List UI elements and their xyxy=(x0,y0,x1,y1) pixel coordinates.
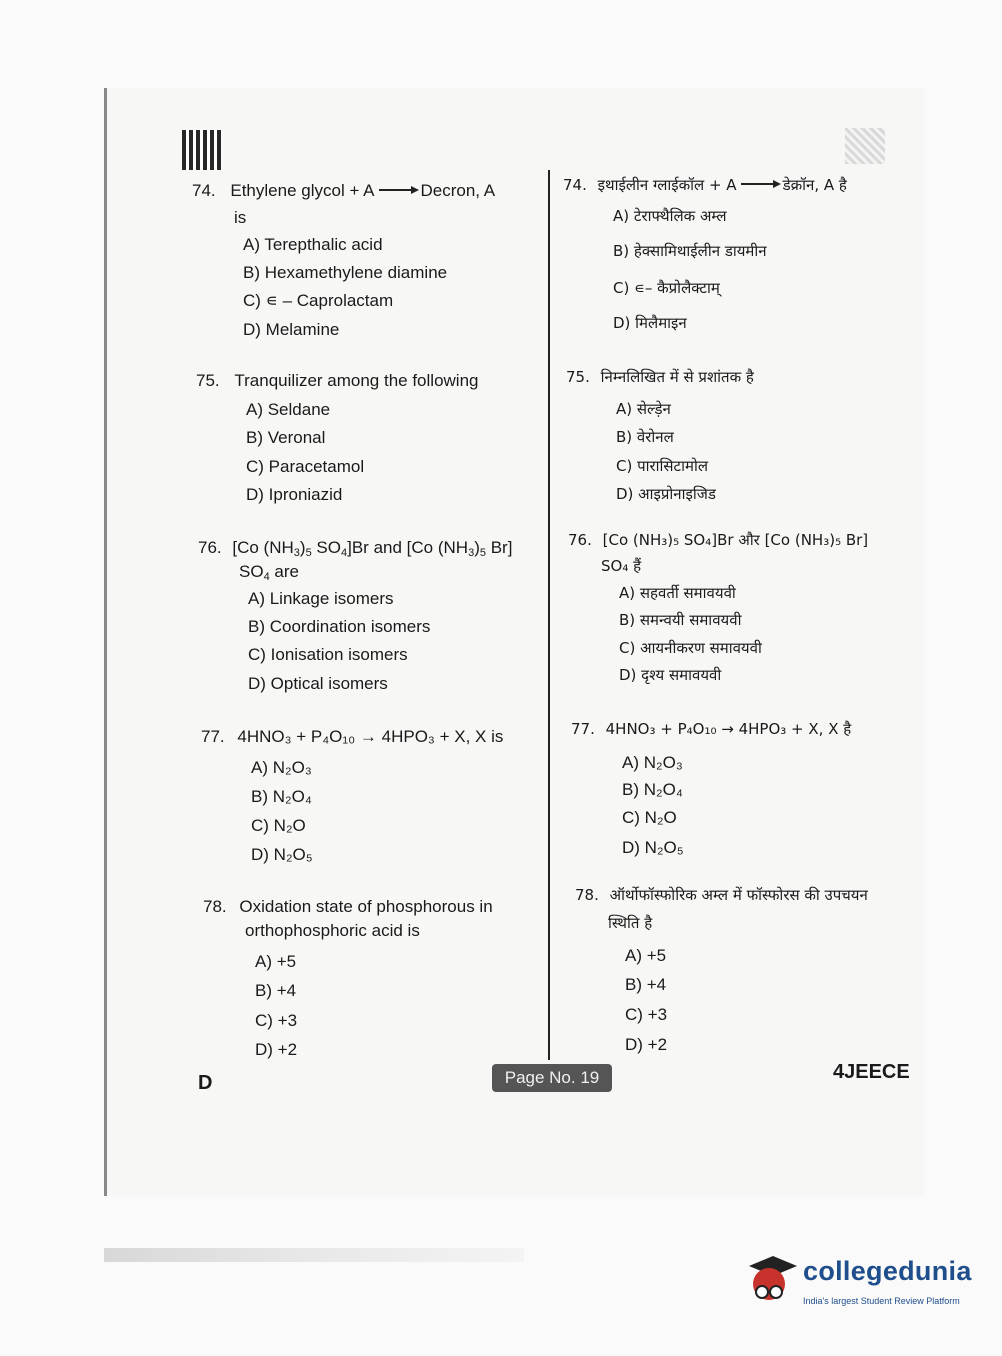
option-a: A) +5 xyxy=(255,952,297,971)
question-stem: Oxidation state of phosphorous in xyxy=(239,897,493,916)
formula-part: ) xyxy=(299,538,306,557)
subscript: 4 xyxy=(263,571,270,583)
option-a: A) टेराफ्थैलिक अम्ल xyxy=(613,207,727,225)
scan-noise xyxy=(845,128,885,164)
question-number: 78. xyxy=(203,897,227,916)
formula-part: are xyxy=(269,562,299,581)
option-b: B) हेक्सामिथाईलीन डायमीन xyxy=(613,242,767,260)
arrow-icon xyxy=(379,189,417,191)
question-stem: [Co (NH₃)₅ SO₄]Br और [Co (NH₃)₅ Br] xyxy=(602,531,869,549)
question-stem: Ethylene glycol + A xyxy=(230,181,375,200)
question-stem: ऑर्थोफॉस्फोरिक अम्ल में फॉस्फोरस की उपचयन xyxy=(609,886,868,904)
option-c: C) पारासिटामोल xyxy=(616,457,709,475)
formula-part: ]Br and [Co (NH xyxy=(347,538,469,557)
option-c: C) Ionisation isomers xyxy=(248,645,408,664)
option-d: D) आइप्रोनाइजिड xyxy=(616,485,716,503)
question-76-hi xyxy=(568,531,868,549)
option-a: A) N₂O₃ xyxy=(251,758,312,777)
option-c: C) आयनीकरण समावयवी xyxy=(619,639,762,657)
option-d: D) मिलैमाइन xyxy=(613,314,687,332)
question-stem-line2 xyxy=(239,562,299,584)
page-number-badge: Page No. 19 xyxy=(492,1064,612,1092)
question-number: 77. xyxy=(201,727,225,746)
question-75-hi xyxy=(566,368,754,386)
option-d: D) N₂O₅ xyxy=(622,838,684,857)
question-77-hi xyxy=(571,720,851,738)
option-d: D) Melamine xyxy=(243,320,340,339)
question-number: 75. xyxy=(196,371,220,390)
option-c: C) +3 xyxy=(625,1005,668,1024)
option-b: B) वेरोनल xyxy=(616,428,674,446)
option-b: B) Hexamethylene diamine xyxy=(243,263,448,282)
graduate-logo-icon xyxy=(745,1252,797,1308)
option-d: D) दृश्य समावयवी xyxy=(619,666,722,684)
question-74-en xyxy=(192,181,495,201)
brand-tagline: India's largest Student Review Platform xyxy=(803,1296,960,1306)
question-stem: Tranquilizer among the following xyxy=(234,371,479,390)
option-a: A) Linkage isomers xyxy=(248,589,394,608)
question-78-hi xyxy=(575,886,868,904)
option-c: C) ∊ – Caprolactam xyxy=(243,291,394,310)
subscript: 3 xyxy=(468,547,475,559)
option-a: A) सेल्ड़ेन xyxy=(616,400,671,418)
qr-code-icon xyxy=(182,130,222,170)
option-d: D) Optical isomers xyxy=(248,674,388,693)
formula-part: SO xyxy=(311,538,341,557)
subscript: 3 xyxy=(293,547,300,559)
formula-part: SO xyxy=(239,562,264,581)
question-stem-cont: Decron, A xyxy=(420,181,496,200)
question-number: 76. xyxy=(568,531,592,549)
question-stem-line2: SO₄ हैं xyxy=(601,557,642,575)
option-d: D) +2 xyxy=(255,1040,298,1059)
question-number: 75. xyxy=(566,368,590,386)
option-a: A) Seldane xyxy=(246,400,331,419)
arrow-icon xyxy=(741,183,779,185)
option-b: B) N₂O₄ xyxy=(251,787,312,806)
option-b: B) समन्वयी समावयवी xyxy=(619,611,742,629)
option-c: C) ∊– कैप्रोलैक्टाम् xyxy=(613,279,720,297)
sheet-edge xyxy=(104,88,107,1196)
option-c: C) N₂O xyxy=(251,816,306,835)
question-stem-line2: orthophosphoric acid is xyxy=(245,921,420,940)
option-b: B) +4 xyxy=(625,975,667,994)
option-a: A) सहवर्ती समावयवी xyxy=(619,584,736,602)
question-number: 74. xyxy=(563,176,587,194)
question-number: 76. xyxy=(198,538,222,557)
option-b: B) Coordination isomers xyxy=(248,617,431,636)
option-b: B) Veronal xyxy=(246,428,326,447)
booklet-set: D xyxy=(198,1072,213,1094)
question-stem-cont: डेक्रॉन, A है xyxy=(782,176,847,194)
question-75-en xyxy=(196,371,478,391)
brand-name: collegedunia xyxy=(803,1256,972,1286)
formula-part: Br] xyxy=(485,538,513,557)
question-78-en xyxy=(203,897,493,917)
option-c: C) +3 xyxy=(255,1011,298,1030)
question-stem: निम्नलिखित में से प्रशांतक है xyxy=(600,368,754,386)
subscript: 5 xyxy=(479,547,486,559)
question-stem: 4HNO₃ + P₄O₁₀ → 4HPO₃ + X, X है xyxy=(605,720,852,738)
option-a: A) +5 xyxy=(625,946,667,965)
brand-watermark xyxy=(745,1252,975,1312)
exam-code: 4JEECE xyxy=(833,1061,910,1083)
question-stem-line2: स्थिति है xyxy=(608,914,653,932)
option-d: D) N₂O₅ xyxy=(251,845,313,864)
question-74-hi xyxy=(563,176,847,194)
scan-smudge xyxy=(104,1248,524,1262)
question-76-en xyxy=(198,538,512,560)
question-stem-line2: is xyxy=(234,208,247,227)
question-stem: 4HNO₃ + P₄O₁₀ → 4HPO₃ + X, X is xyxy=(237,727,504,746)
column-divider xyxy=(548,170,550,1060)
subscript: 5 xyxy=(305,547,312,559)
option-c: C) Paracetamol xyxy=(246,457,365,476)
question-stem: इथाईलीन ग्लाईकॉल + A xyxy=(597,176,737,194)
question-number: 78. xyxy=(575,886,599,904)
option-b: B) +4 xyxy=(255,981,297,1000)
formula-part: ) xyxy=(474,538,480,557)
option-a: A) Terepthalic acid xyxy=(243,235,383,254)
formula-part: [Co (NH xyxy=(232,538,294,557)
option-d: D) Iproniazid xyxy=(246,485,343,504)
exam-sheet xyxy=(104,88,924,1196)
option-c: C) N₂O xyxy=(622,808,677,827)
option-d: D) +2 xyxy=(625,1035,668,1054)
question-number: 77. xyxy=(571,720,595,738)
option-b: B) N₂O₄ xyxy=(622,780,683,799)
question-number: 74. xyxy=(192,181,216,200)
question-77-en xyxy=(201,727,503,747)
subscript: 4 xyxy=(341,547,348,559)
option-a: A) N₂O₃ xyxy=(622,753,683,772)
